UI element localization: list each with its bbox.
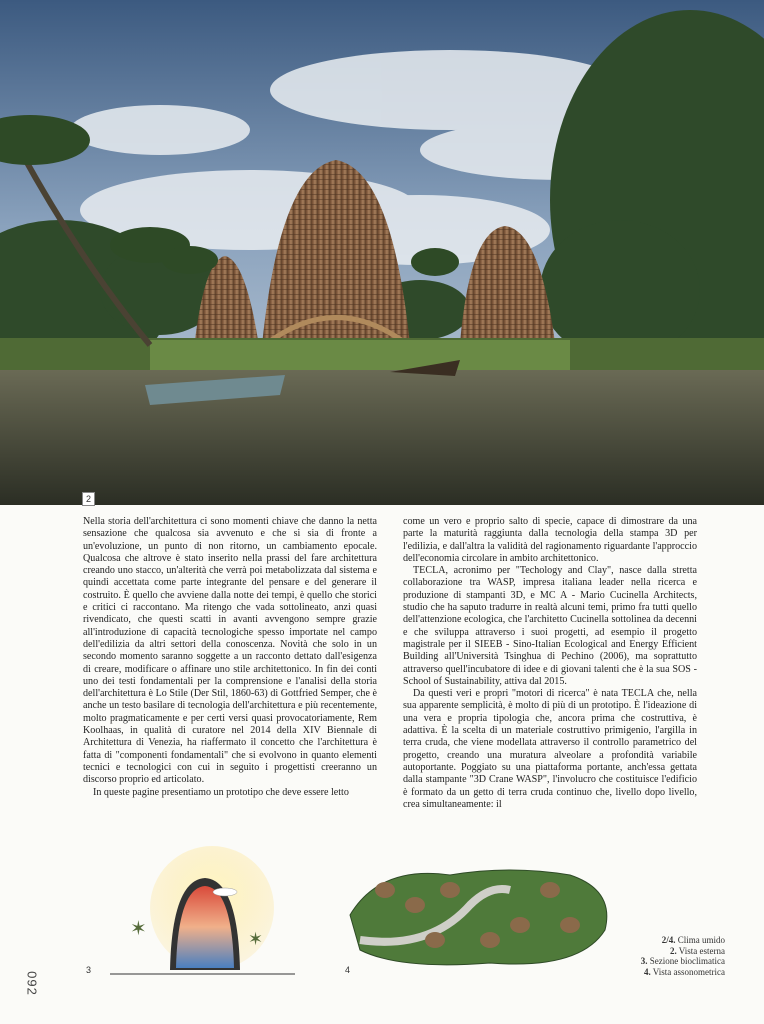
hero-illustration	[0, 0, 764, 505]
text-column-right	[403, 516, 697, 811]
paragraph: TECLA, acronimo per "Techology and Clay", nasce dalla stretta collaborazione tra WASP, impresa italiana leader nella ricerca e produzione di stampanti 3D, e MC A - Mario Cucinella Architects, studio che ha saputo tradurre in realtà alcuni temi, primo fra tutti quello dell'attenzione ecologica, che l'architetto Cucinella sottolinea da decenni e che sviluppa attraverso i suoi progetti, ad esempio il progetto magistrale per il SIEEB - Sino-Italian Ecological and Energy Efficient Building all'Università Tsinghua di Pechino (2006), ma soprattutto attraverso quell'incubatore di idee e di giovani talenti che è la sua SOS - School of Sustainability, attiva dal 2015.	[403, 565, 697, 687]
figure-captions	[600, 935, 725, 977]
hero-render-image	[0, 0, 764, 505]
caption-line: 2/4. Clima umido	[661, 935, 725, 945]
bioclimatic-section-diagram	[100, 840, 300, 980]
caption-line: 3. Sezione bioclimatica	[640, 956, 725, 967]
svg-text:✶: ✶	[248, 929, 264, 949]
axonometric-view-diagram	[340, 845, 620, 975]
paragraph: In queste pagine presentiamo un prototipo che deve essere letto	[93, 786, 349, 798]
paragraph: Nella storia dell'architettura ci sono momenti chiave che danno la netta sensazione che qualcosa sia avvenuto e che si sia di fronte a un'evoluzione, un punto di non ritorno, un cambiamento epocale. Qualcosa che altrove è stato inserito nella prassi del fare architettura creando uno stacco, un'alterità che verrà poi metabolizzata dal sistema e quindi accettata come parte integrante del pensare e del generare il costruito. È quello che avviene dalla notte dei tempi, è quello che storici e critici ci raccontano. Ma ritengo che vada sottolineato, anzi quasi rivendicato, che questi scatti in avanti avvengono sempre grazie all'introduzione di capacità tecnologiche spesso importate nel campo dell'edilizia da altri settori della conoscenza. Novità che solo in un secondo momento saranno soggette a un racconto dettato dall'esigenza di creare, modificare o affinare uno stile architettonico. In fin dei conti uno dei testi fondamentali per la comprensione e l'analisi della storia dell'architettura è Lo Stile (Der Stil, 1860-63) di Gottfried Semper, che è anche un testo basilare di tecnologia dell'architettura e più recentemente, molto pragmaticamente e per certi versi quasi provocatoriamente, Rem Koolhaas, in qualità di curatore nel 2014 della XIV Biennale di Architettura di Venezia, ha riaffermato il concetto che l'architettura è fatta di "componenti fondamentali" che si evolvono in quanto elementi tecnici e tecnologici con cui in seguito i progettisti creeranno un discorso proprio ed articolato.	[83, 516, 377, 786]
figure-4-label: 4	[345, 965, 351, 975]
svg-text:✶: ✶	[130, 918, 147, 940]
figure-3-label: 3	[86, 965, 92, 975]
figure-number-badge: 2	[82, 492, 95, 506]
caption-line: 2. Vista esterna	[669, 945, 725, 956]
caption-line: 4. Vista assonometrica	[643, 966, 725, 977]
text-column-left	[83, 516, 377, 799]
paragraph: come un vero e proprio salto di specie, capace di dimostrare da una parte la maturità raggiunta dalla tecnologia della stampa 3D per l'edilizia, e dall'altra la validità del ragionamento riguardante l'approccio dell'economia circolare in ambito architettonico.	[403, 516, 697, 564]
page-number: 092	[24, 971, 40, 996]
paragraph: Da questi veri e propri "motori di ricerca" è nata TECLA che, nella sua apparente semplicità, è molto di più di un prototipo. È l'ideazione di una vera e propria tipologia che, ancora prima che costruttiva, è adattiva. È la scelta di un materiale costruttivo primigenio, l'argilla in terra cruda, che viene modellata attraverso il controllo parametrico del progetto, creando una muratura alveolare a profondità variabile autoportante. Poggiato su una piattaforma portante, anch'essa gettata dalla stampante "3D Crane WASP", l'involucro che costituisce l'edificio è formato da un getto di terra cruda continuo che, livello dopo livello, crea simultaneamente: il	[403, 688, 697, 810]
